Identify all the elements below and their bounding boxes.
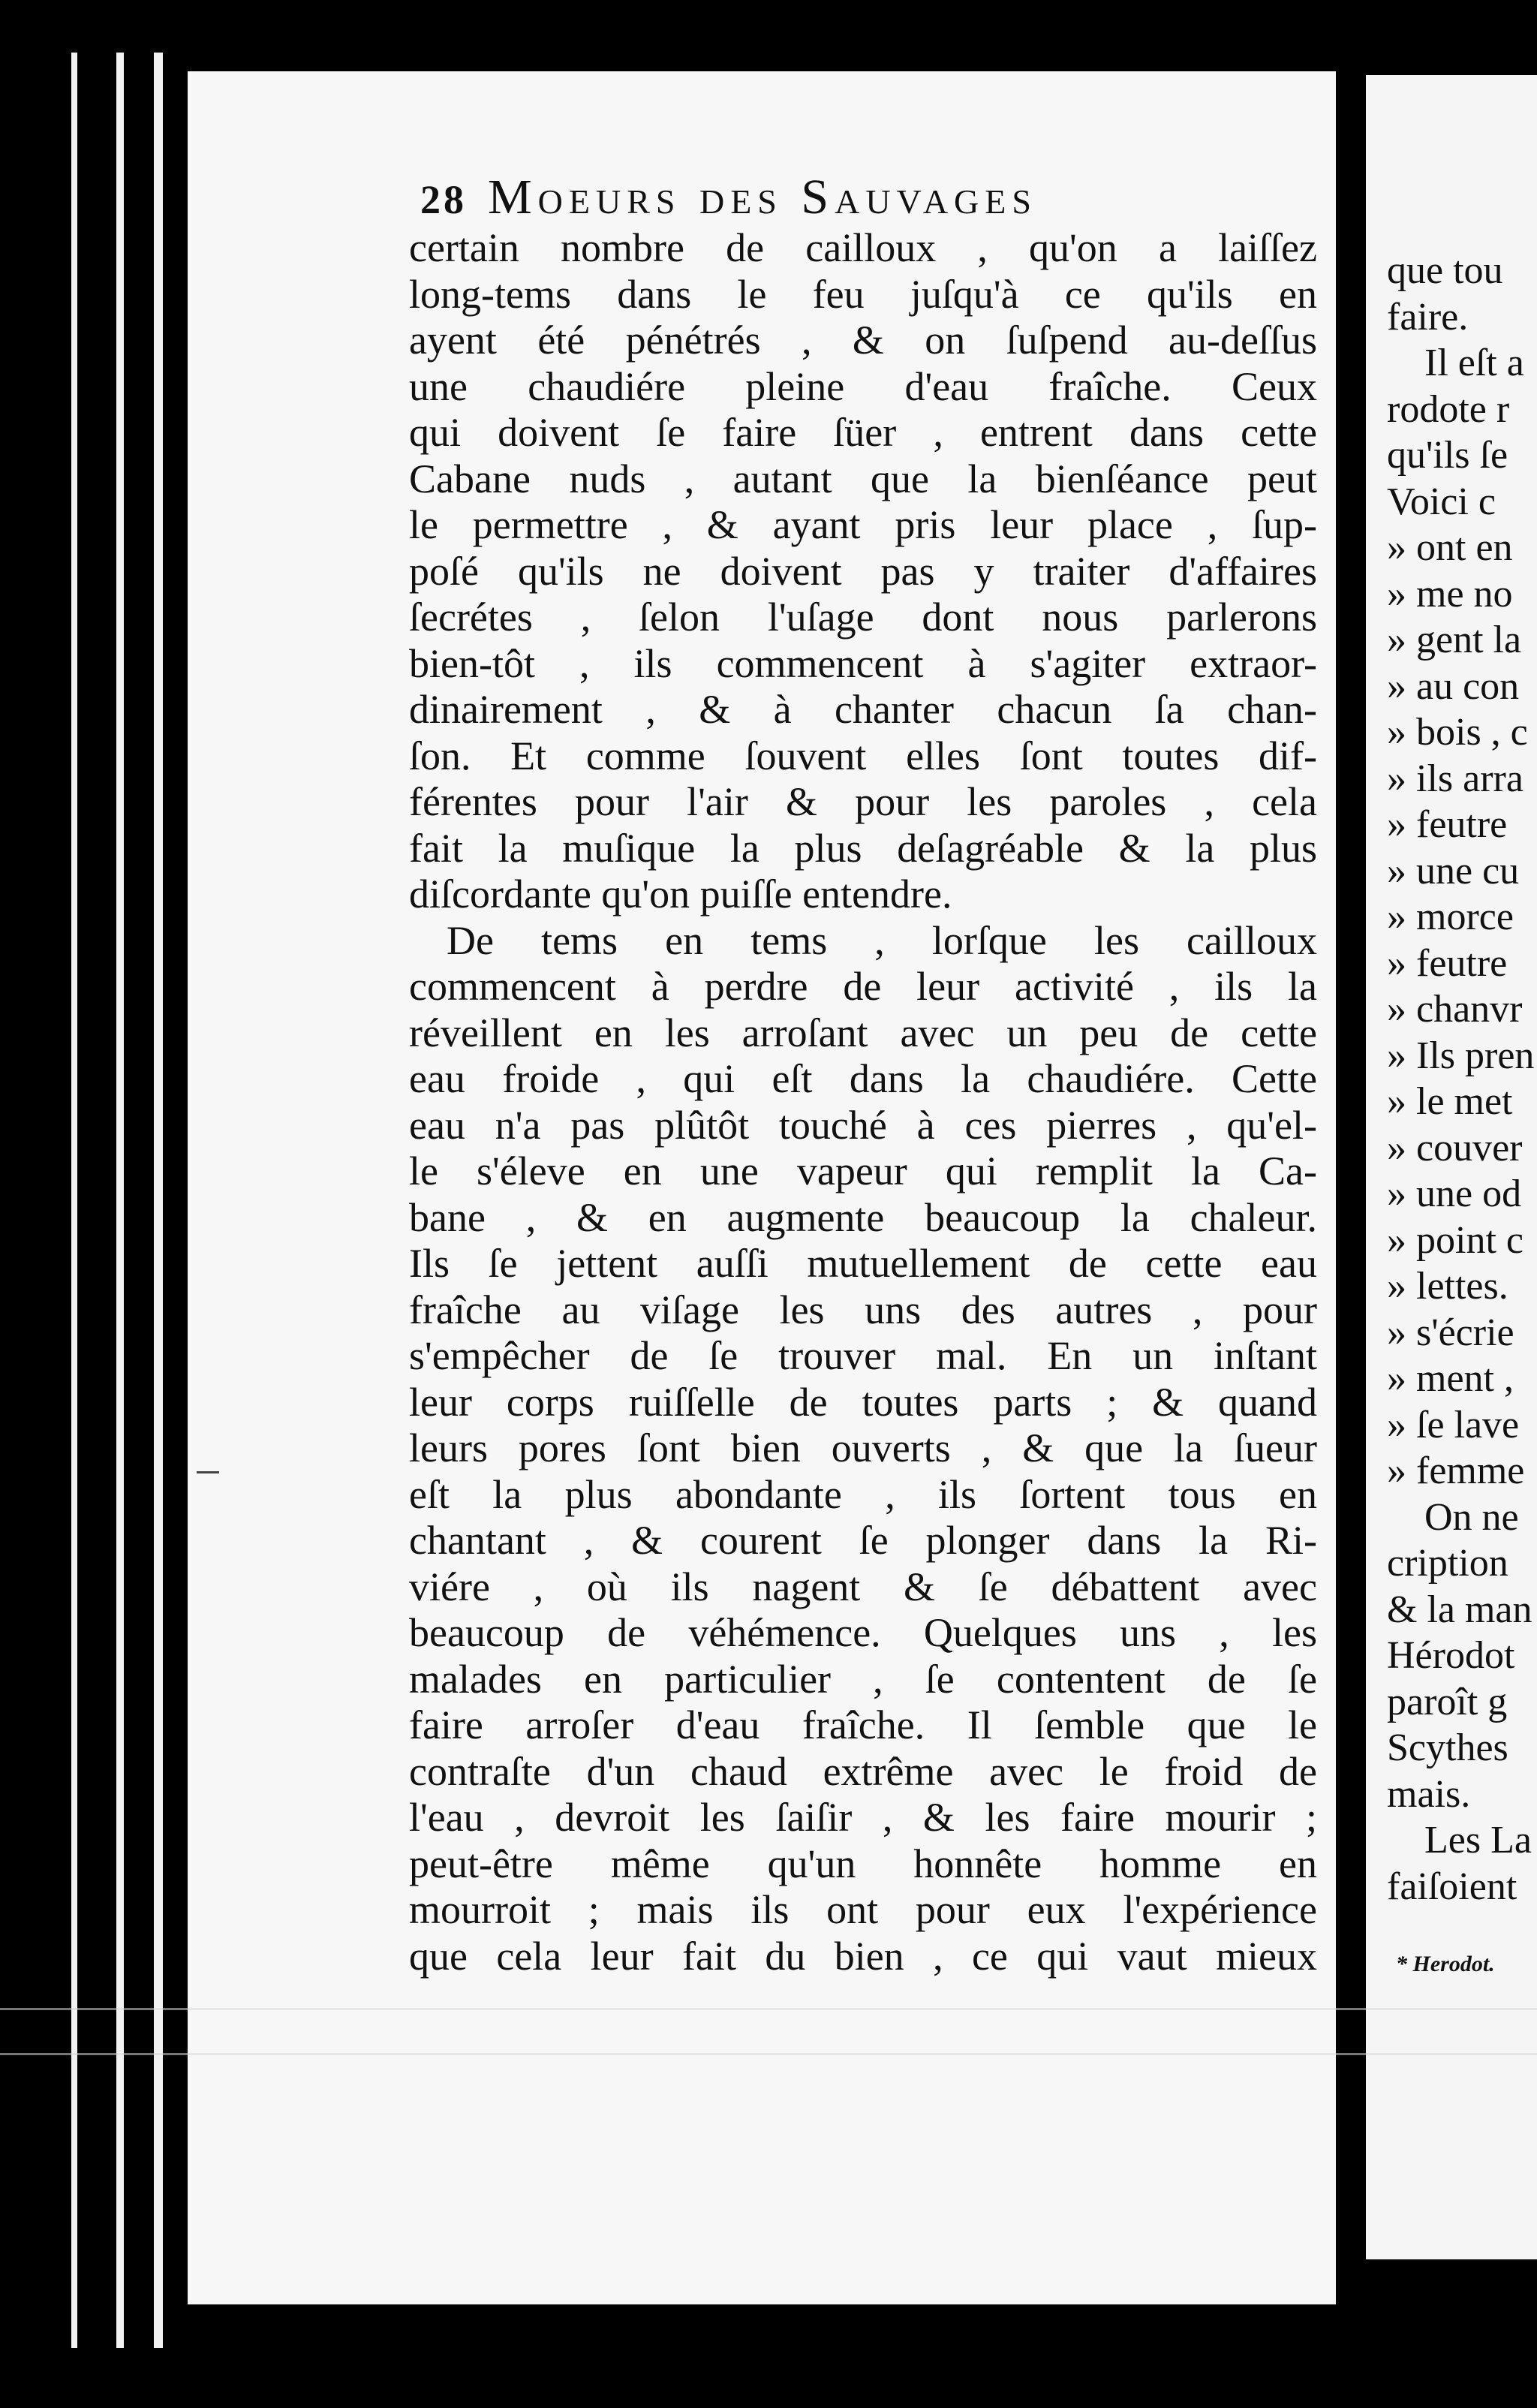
text-line: » s'écrie: [1387, 1311, 1514, 1354]
text-line: que tou: [1387, 249, 1503, 292]
text-line: Scythes: [1387, 1726, 1508, 1769]
text-line: & la man: [1387, 1588, 1532, 1631]
text-line: On ne: [1424, 1495, 1519, 1539]
text-line: » Ils pren: [1387, 1034, 1535, 1077]
text-line: » ont en: [1387, 526, 1513, 569]
text-line: Cabane nuds , autant que la bienſéance peut: [409, 456, 1317, 501]
text-line: » gent la: [1387, 619, 1522, 661]
text-line: viére , où ils nagent & ſe débattent avec: [409, 1564, 1317, 1609]
text-line: » une od: [1387, 1172, 1522, 1215]
text-line: De tems en tems , lorſque les cailloux: [447, 917, 1317, 963]
text-line: » couver: [1387, 1126, 1523, 1169]
text-line: » au con: [1387, 664, 1520, 708]
text-line: faire arroſer d'eau fraîche. Il ſemble que le: [409, 1702, 1317, 1747]
text-line: diſcordante qu'on puiſſe entendre.: [409, 871, 952, 917]
text-line: dinairement , & à chanter chacun ſa chan-: [409, 687, 1317, 732]
text-line: malades en particulier , ſe contentent de ſe: [409, 1656, 1317, 1702]
scan-artifact-line: [0, 2053, 1537, 2055]
text-line: que cela leur fait du bien , ce qui vaut mieux: [409, 1933, 1317, 1979]
text-line: » lettes.: [1387, 1265, 1508, 1308]
text-line: le permettre , & ayant pris leur place , ſup-: [409, 502, 1317, 547]
text-line: Il eſt a: [1424, 342, 1524, 384]
running-title: Moeurs des Sauvages: [488, 170, 1037, 224]
text-line: cription: [1387, 1542, 1508, 1585]
text-line: Les La: [1424, 1819, 1532, 1862]
text-line: eau n'a pas plûtôt touché à ces pierres , qu'el-: [409, 1102, 1317, 1148]
text-line: Voici c: [1387, 480, 1496, 523]
text-line: poſé qu'ils ne doivent pas y traiter d'affaires: [409, 548, 1317, 594]
text-line: chantant , & courent ſe plonger dans la Ri-: [409, 1518, 1317, 1563]
left-page-text: [409, 225, 1317, 1979]
spine-edge-3: [154, 53, 163, 2348]
text-line: l'eau , devroit les ſaiſir , & les faire mourir ;: [409, 1795, 1317, 1840]
text-line: Hérodot: [1387, 1634, 1515, 1677]
text-line: fait la muſique la plus deſagréable & la plus: [409, 825, 1317, 871]
text-line: » le met: [1387, 1080, 1513, 1123]
book-spine: [0, 0, 188, 2408]
text-line: ayent été pénétrés , & on ſuſpend au-deſſus: [409, 318, 1317, 363]
text-line: peut-être même qu'un honnête homme en: [409, 1841, 1317, 1886]
margin-mark: [197, 1471, 219, 1473]
text-line: réveillent en les arroſant avec un peu de cette: [409, 1010, 1317, 1055]
text-line: eſt la plus abondante , ils ſortent tous en: [409, 1471, 1317, 1517]
spine-edge-1: [71, 53, 77, 2348]
text-line: » ils arra: [1387, 757, 1523, 800]
text-line: faire.: [1387, 295, 1469, 339]
text-line: fraîche au viſage les uns des autres , pour: [409, 1287, 1317, 1332]
text-line: » chanvr: [1387, 988, 1523, 1031]
text-line: eau froide , qui eſt dans la chaudiére. Cette: [409, 1056, 1317, 1101]
text-line: rodote r: [1387, 387, 1510, 431]
text-line: s'empêcher de ſe trouver mal. En un inſtant: [409, 1333, 1317, 1378]
right-page-text: [1387, 248, 1537, 1910]
scan-artifact-line: [0, 2008, 1537, 2010]
text-line: leur corps ruiſſelle de toutes parts ; & quand: [409, 1379, 1317, 1425]
page-gutter: [1336, 68, 1366, 2312]
text-line: paroît g: [1387, 1680, 1508, 1723]
text-line: leurs pores ſont bien ouverts , & que la ſueur: [409, 1425, 1317, 1470]
text-line: » morce: [1387, 895, 1514, 938]
text-line: ſon. Et comme ſouvent elles ſont toutes dif-: [409, 733, 1317, 778]
text-line: » ſe lave: [1387, 1403, 1520, 1446]
text-line: certain nombre de cailloux , qu'on a laiſſez: [409, 225, 1317, 270]
text-line: contraſte d'un chaud extrême avec le froid de: [409, 1748, 1317, 1794]
text-line: ſecrétes , ſelon l'uſage dont nous parlerons: [409, 594, 1317, 640]
text-line: » une cu: [1387, 849, 1520, 892]
text-line: commencent à perdre de leur activité , ils la: [409, 964, 1317, 1009]
text-line: bane , & en augmente beaucoup la chaleur.: [409, 1194, 1317, 1240]
spine-edge-2: [116, 53, 124, 2348]
text-line: » feutre: [1387, 941, 1508, 985]
text-line: beaucoup de véhémence. Quelques uns , les: [409, 1610, 1317, 1655]
running-head: [420, 169, 1321, 229]
text-line: le s'éleve en une vapeur qui remplit la Ca-: [409, 1148, 1317, 1193]
text-line: » femme: [1387, 1449, 1525, 1492]
text-line: » ment ,: [1387, 1357, 1514, 1400]
text-line: bien-tôt , ils commencent à s'agiter extraor-: [409, 640, 1317, 686]
text-line: mais.: [1387, 1772, 1471, 1816]
text-line: férentes pour l'air & pour les paroles , cela: [409, 779, 1317, 824]
text-line: mourroit ; mais ils ont pour eux l'expérience: [409, 1887, 1317, 1932]
text-line: qu'ils ſe: [1387, 434, 1508, 477]
text-line: » bois , c: [1387, 711, 1528, 754]
text-line: une chaudiére pleine d'eau fraîche. Ceux: [409, 363, 1317, 409]
text-line: » feutre: [1387, 803, 1508, 846]
page-number: 28: [420, 177, 467, 222]
text-line: faiſoient: [1387, 1865, 1517, 1908]
text-line: » me no: [1387, 572, 1513, 616]
footnote: * Herodot.: [1396, 1952, 1495, 1976]
text-line: Ils ſe jettent auſſi mutuellement de cette eau: [409, 1241, 1317, 1286]
text-line: qui doivent ſe faire ſüer , entrent dans cette: [409, 410, 1317, 455]
text-line: » point c: [1387, 1218, 1523, 1262]
text-line: long-tems dans le feu juſqu'à ce qu'ils en: [409, 271, 1317, 317]
